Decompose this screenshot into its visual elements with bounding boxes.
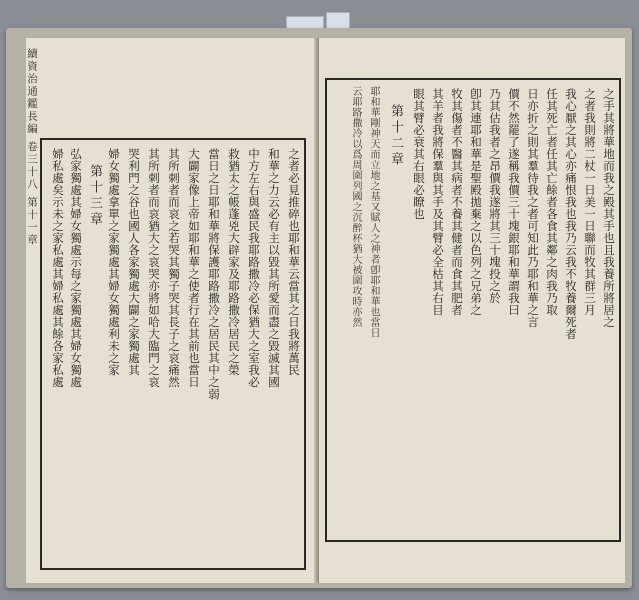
margin-label: 續資治通鑑長編 卷三十八 第十一章 xyxy=(26,48,38,247)
text-column: 之者我則將二杖一日美一日聯而牧其群三月 xyxy=(583,88,597,316)
text-column: 其所刺者而哀之若哭其獨子哭其長子之哀痛然 xyxy=(167,148,181,388)
text-column: 牧其傷者不醫其病者不養其健者而食其肥者 xyxy=(450,88,464,316)
text-column: 救猶太之帳蓬兇大辟家及耶路撒冷居民之榮 xyxy=(227,148,241,376)
text-column: 價不然罷了遂稱我價三十塊銀耶和華謂我曰 xyxy=(507,88,521,316)
text-column: 婦女獨處拿單之家獨處其婦女獨處利未之家 xyxy=(107,148,121,376)
left-page xyxy=(26,38,318,583)
text-column: 婦私處矣示未之家私處其婦私處其餘各家私處 xyxy=(51,148,65,388)
annotation-column: 耶和華剛神天而立地之基又賦人之神者卽耶和華也當日 xyxy=(368,86,379,338)
text-column: 和華之力云必有主以毀其所愛而盡之毀滅其國 xyxy=(267,148,281,388)
chapter-heading: 第十二章 xyxy=(388,104,403,168)
text-column: 其所刺者而哀猶大之哀哭亦將如哈大臨門之哀 xyxy=(147,148,161,388)
text-column: 大闢家像上帝如耶和華之使者行在其前也當日 xyxy=(187,148,201,388)
text-column: 乃其估我者之昂價我遂將其三十塊投之於 xyxy=(488,88,502,304)
text-column: 任其死亡者任其亡餘者各食其鄰之肉我乃取 xyxy=(545,88,559,316)
annotation-column: 云耶路撒冷以爲周圍列國之沉醉杯猶大被圍攻時亦然 xyxy=(350,86,361,328)
text-column: 中方左右與盛民我耶路撒冷必保猶大之室我必 xyxy=(247,148,261,388)
text-column: 之者必見推碎也耶和華云當其之日我將萬民 xyxy=(287,148,301,376)
text-frame xyxy=(325,78,621,542)
text-column: 其羊者我將保羣與其手及其臂必全枯其右目 xyxy=(431,88,445,316)
text-column: 弘家獨處其婦女獨處示每之家獨處其婦女獨處 xyxy=(69,148,83,388)
text-column: 之手其將華地而我之殿其手也且我養所將居之 xyxy=(602,88,616,328)
text-column: 當日之日耶和華將保護耶路撒冷之居民其中之弱 xyxy=(207,148,221,400)
text-column: 眼其臂必衰其右眼必瞭也 xyxy=(412,88,426,220)
text-column: 卽其連耶和華是聖殿拋棄之以色列之兄弟之 xyxy=(469,88,483,316)
right-page xyxy=(319,38,625,583)
text-column: 我心厭之其心亦痛恨我也我乃云我不牧養爾死者 xyxy=(564,88,578,340)
open-book xyxy=(6,28,632,588)
text-frame xyxy=(40,138,306,570)
text-column: 哭利門之谷也國人各家獨處大闢之家獨處其 xyxy=(127,148,141,376)
chapter-heading: 第十三章 xyxy=(87,164,102,228)
text-column: 日亦折之則其羣待我之者可知此乃耶和華之言 xyxy=(526,88,540,328)
